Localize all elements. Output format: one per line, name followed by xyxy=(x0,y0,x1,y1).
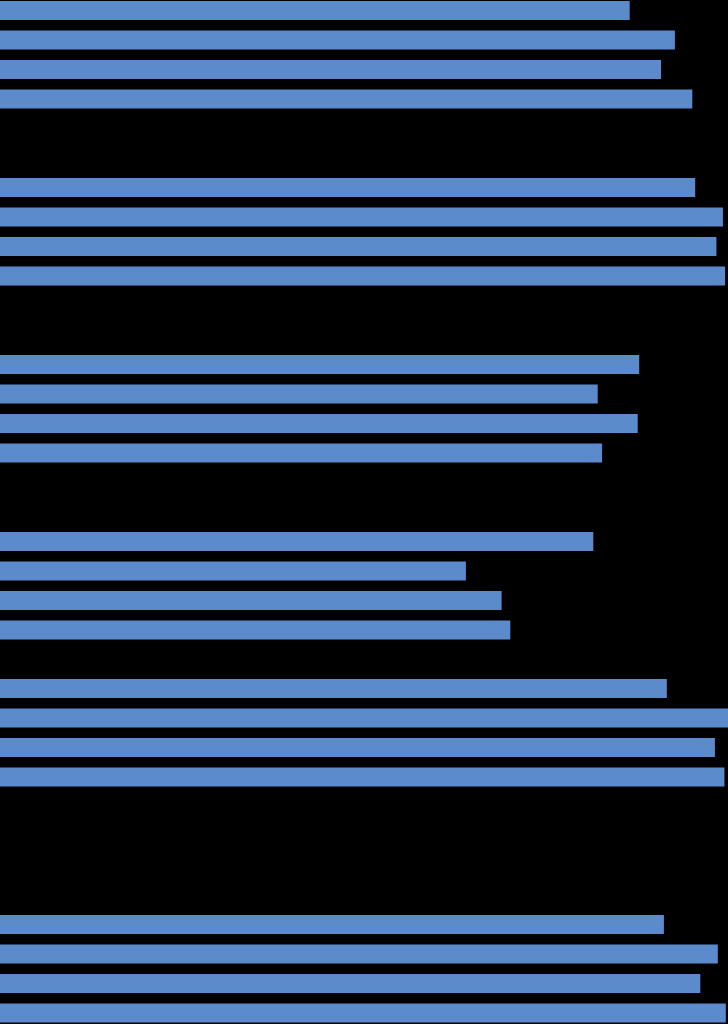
bar-group-1-item-1 xyxy=(0,1,630,20)
bar-group-2-item-1 xyxy=(0,178,695,197)
bar-group-1-item-4 xyxy=(0,90,692,109)
bar-group-4-item-4 xyxy=(0,621,510,640)
bar-group-1-item-2 xyxy=(0,31,675,50)
bar-group-5-item-4 xyxy=(0,768,724,787)
bar-group-6-item-4 xyxy=(0,1004,726,1023)
bar-group-6-item-2 xyxy=(0,945,718,964)
bar-group-3-item-3 xyxy=(0,414,638,433)
bar-group-2-item-4 xyxy=(0,267,725,286)
bar-group-3-item-4 xyxy=(0,444,602,463)
bar-group-1-item-3 xyxy=(0,60,661,79)
bar-group-6-item-3 xyxy=(0,974,700,993)
bar-group-2-item-2 xyxy=(0,208,723,227)
bar-group-5-item-2 xyxy=(0,709,728,728)
bar-group-4-item-3 xyxy=(0,591,502,610)
bar-group-2-item-3 xyxy=(0,237,716,256)
bar-group-3-item-1 xyxy=(0,355,639,374)
bar-group-4-item-2 xyxy=(0,562,466,581)
bar-group-5-item-3 xyxy=(0,738,715,757)
bar-group-3-item-2 xyxy=(0,385,598,404)
bar-group-4-item-1 xyxy=(0,532,593,551)
bar-group-5-item-1 xyxy=(0,679,667,698)
bar-group-6-item-1 xyxy=(0,915,664,934)
